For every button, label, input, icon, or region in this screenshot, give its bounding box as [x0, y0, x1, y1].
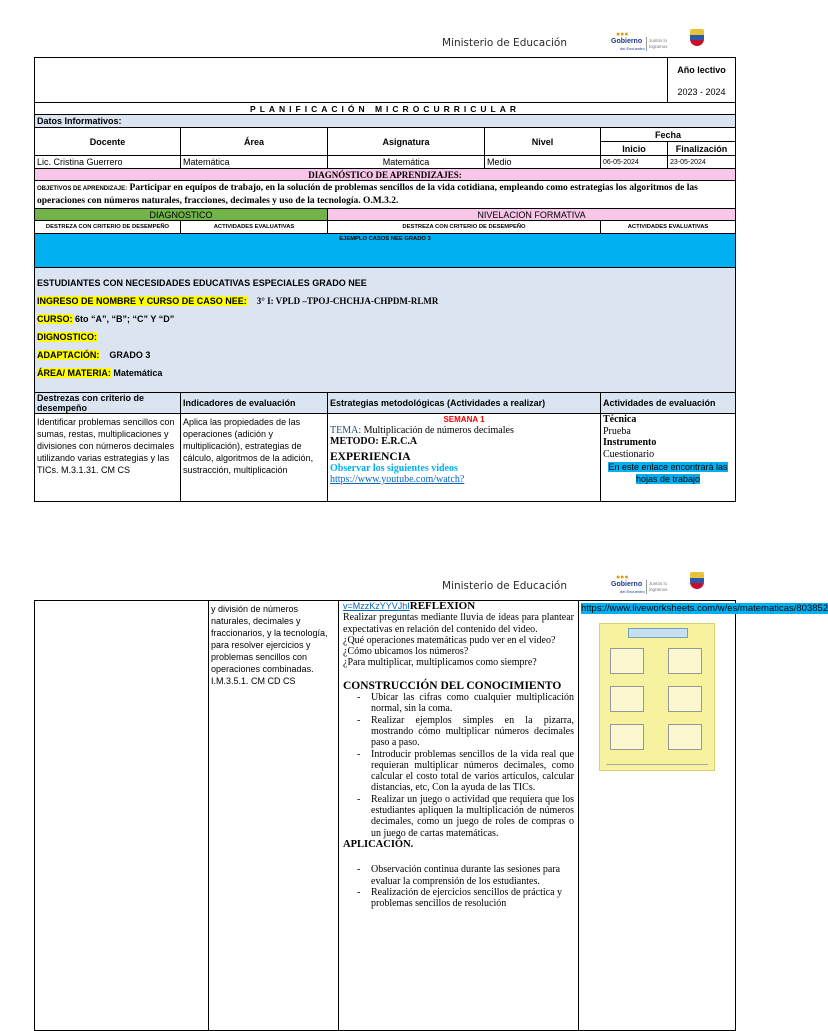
nee-section [35, 268, 736, 393]
reflexion-heading: REFLEXION [409, 600, 476, 612]
instrumento-value: Cuestionario [603, 448, 655, 460]
diagnostico-header: DIAGNOSTICO [35, 209, 328, 221]
indicadores-text: Aplica las propiedades de las operaciones (adición y multiplicación), estrategias de cálculo, algoritmos de la adición, sustracción, multiplicación [181, 414, 328, 502]
destrezas-cont [35, 601, 209, 1031]
docente-value: Lic. Cristina Guerrero [35, 156, 181, 169]
adaptacion-label: ADAPTACIÓN: [37, 350, 100, 360]
datos-label: Datos Informativos: [35, 115, 736, 128]
curso-label: CURSO: [37, 314, 73, 324]
actividades-cell [601, 414, 736, 502]
tecnica-label: Técnica [603, 414, 637, 425]
indicadores-cont: y división de números naturales, decimales y fraccionarios, y la tecnología, para resolver ejercicios y problemas sencillos con operaciones combinadas. I.M.3.5.1. CM CD CS [209, 601, 339, 1031]
col-fecha: Fecha [601, 128, 736, 142]
sub-actividades-2: ACTIVIDADES EVALUATIVAS [601, 221, 736, 234]
col-area: Área [181, 128, 328, 156]
col-finalizacion: Finalización [668, 142, 736, 156]
enlace-text: En este enlace encontrará las hojas de trabajo [608, 462, 728, 484]
h-indicadores: Indicadores de evaluación [181, 393, 328, 414]
col-inicio: Inicio [601, 142, 668, 156]
ano-lectivo-value: 2023 - 2024 [668, 83, 736, 103]
youtube-link-cont[interactable]: v=MzzKzYYVJhI [343, 601, 410, 611]
list-item: - Introducir problemas sencillos de la vida real que requieran multiplicar números decimales, como calcular el costo total de varios artículos, calcular distancias, etc, Con la ayuda de las TICs. [357, 749, 574, 794]
coat-of-arms-icon [690, 29, 704, 46]
list-item: - Realización de ejercicios sencillos de práctica y problemas sencillos de resolución [357, 887, 574, 910]
estrategias-cont [339, 601, 579, 1031]
ejemplo-casos: EJEMPLO CASOS NEE GRADO 3 [35, 234, 736, 268]
col-nivel: Nivel [485, 128, 601, 156]
experiencia-heading: EXPERIENCIA [330, 451, 411, 463]
ingreso-label: INGRESO DE NOMBRE Y CURSO DE CASO NEE: [37, 296, 247, 306]
inicio-value: 06-05-2024 [601, 156, 668, 169]
nivel-value: Medio [485, 156, 601, 169]
h-estrategias: Estrategias metodológicas (Actividades a realizar) [328, 393, 601, 414]
curso-value: 6to “A”, “B”; “C” Y “D” [75, 314, 175, 324]
destrezas-text: Identificar problemas sencillos con sumas, restas, multiplicaciones y divisiones con números decimales utilizando varias estrategias y las TICs. M.3.1.31. CM CS [35, 414, 181, 502]
ingreso-value: 3° I: VPLD –TPOJ-CHCHJA-CHPDM-RLMR [256, 296, 439, 306]
semana-label: SEMANA 1 [443, 415, 485, 424]
diagnostico-title: DIAGNÓSTICO DE APRENDIZAJES: [35, 169, 736, 181]
col-docente: Docente [35, 128, 181, 156]
metodo: METODO: E.R.C.A [330, 436, 418, 447]
planificacion-table [34, 57, 736, 502]
ano-lectivo-label: Año lectivo [668, 58, 736, 83]
sub-destreza-2: DESTREZA CON CRITERIO DE DESEMPEÑO [328, 221, 601, 234]
sub-destreza-1: DESTREZA CON CRITERIO DE DESEMPEÑO [35, 221, 181, 234]
h-actividades: Actividades de evaluación [601, 393, 736, 414]
observar-videos: Observar los siguientes videos [330, 463, 458, 474]
actividades-cont [579, 601, 828, 1031]
aplicacion-heading: APLICACIÓN. [343, 838, 414, 850]
nee-title: ESTUDIANTES CON NECESIDADES EDUCATIVAS ESPECIALES GRADO NEE [37, 278, 367, 288]
aplicacion-list [343, 864, 574, 909]
objetivos-text: Participar en equipos de trabajo, en la solución de problemas sencillos de la vida cotidiana, empleando como estrategias los algoritmos de las operaciones con números naturales, fracciones, decimales y uso de la tecnología. O.M.3.2. [37, 183, 698, 206]
objetivos-label: OBJETIVOS DE APRENDIZAJE: [37, 186, 128, 192]
area-materia-label: ÁREA/ MATERIA: [37, 368, 111, 378]
sub-actividades-1: ACTIVIDADES EVALUATIVAS [181, 221, 328, 234]
dx-label: DIGNOSTICO: [37, 332, 97, 342]
list-item: - Observación continua durante las sesiones para evaluar la comprensión de los estudiantes. [357, 864, 574, 887]
reflexion-text: Realizar preguntas mediante lluvia de ideas para plantear expectativas en relación del contenido del video. [343, 612, 574, 635]
planificacion-table-continued [34, 600, 828, 1031]
gobierno-logo: ● ● ● Gobierno del Encuentro Juntos lo logramos [611, 31, 668, 51]
fin-value: 23-05-2024 [668, 156, 736, 169]
tema-value: Multiplicación de números decimales [363, 425, 514, 436]
list-item: - Realizar un juego o actividad que requiera que los estudiantes apliquen la multiplicación de números decimales, como un juego de roles de compras o un juego de cartas matemáticas. [357, 794, 574, 839]
youtube-link[interactable]: https://www.youtube.com/watch? [330, 474, 465, 485]
adaptacion-value: GRADO 3 [109, 350, 151, 360]
objetivos [35, 181, 736, 209]
question-1: ¿Qué operaciones matemáticas pudo ver en el video? [343, 634, 556, 646]
nivelacion-header: NIVELACION FORMATIVA [328, 209, 736, 221]
tecnica-value: Prueba [603, 425, 631, 437]
instrumento-label: Instrumento [603, 437, 657, 448]
tema-label: TEMA: [330, 425, 362, 436]
area-materia-value: Matemática [113, 368, 163, 378]
list-item: - Realizar ejemplos simples en la pizarra, mostrando cómo multiplicar números decimales paso a paso. [357, 715, 574, 749]
ministry-name: Ministerio de Educación [442, 580, 567, 592]
asignatura-value: Matemática [328, 156, 485, 169]
plan-title: PLANIFICACIÓN MICROCURRICULAR [35, 103, 736, 115]
ministry-name: Ministerio de Educación [442, 37, 567, 49]
liveworksheets-link[interactable]: https://www.liveworksheets.com/w/es/matematicas/803852 [581, 603, 828, 614]
list-item: - Ubicar las cifras como cualquier multiplicación normal, sin la coma. [357, 692, 574, 715]
construccion-list [343, 692, 574, 839]
gobierno-logo: ● ● ● Gobierno del Encuentro Juntos lo logramos [611, 574, 668, 594]
question-3: ¿Para multiplicar, multiplicamos como siempre? [343, 657, 537, 669]
coat-of-arms-icon [690, 572, 704, 589]
col-asignatura: Asignatura [328, 128, 485, 156]
worksheet-thumbnail [599, 623, 715, 771]
estrategias-cell [328, 414, 601, 502]
question-2: ¿Cómo ubicamos los números? [343, 646, 469, 658]
construccion-heading: CONSTRUCCIÓN DEL CONOCIMIENTO [343, 679, 562, 692]
h-destrezas: Destrezas con criterio de desempeño [35, 393, 181, 414]
area-value: Matemática [181, 156, 328, 169]
